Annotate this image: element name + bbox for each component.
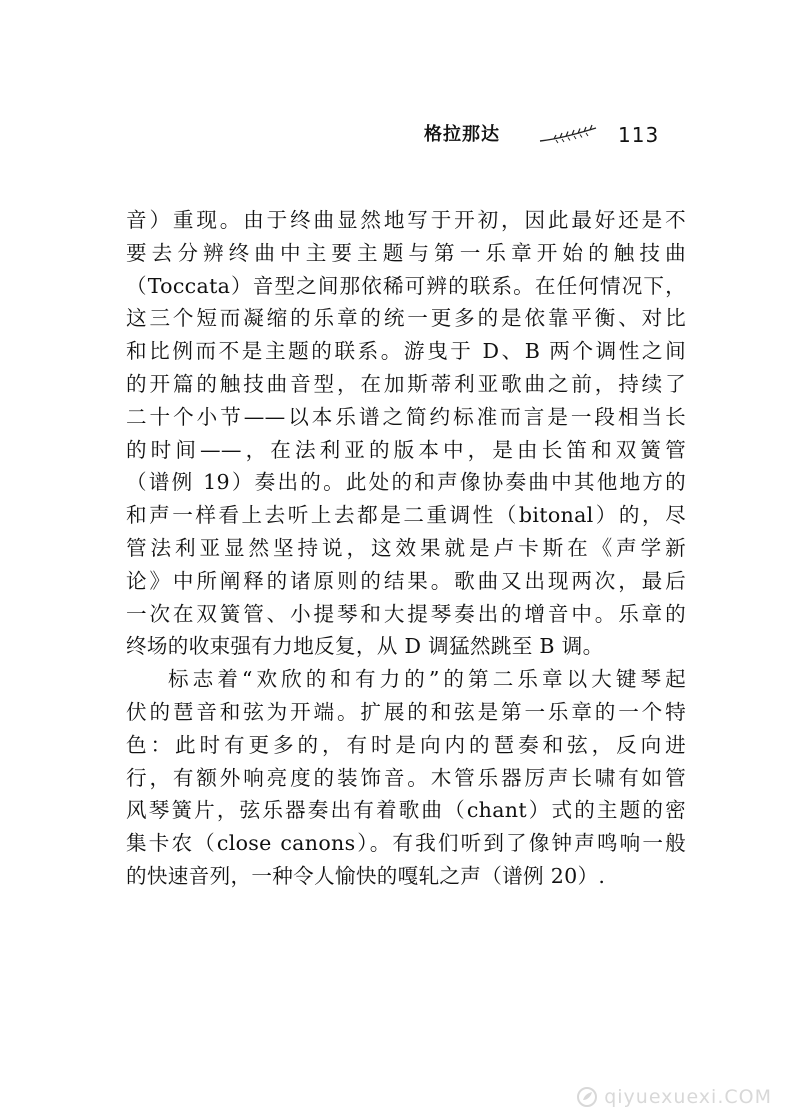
text-line: （谱例 19）奏出的。此处的和声像协奏曲中其他地方的 [126, 470, 686, 495]
text-line: （Toccata）音型之间那依稀可辨的联系。在任何情况下， [126, 273, 686, 298]
text-line: 音）重现。由于终曲显然地写于开初，因此最好还是不 [126, 208, 686, 232]
text-line: 和比例而不是主题的联系。游曳于 D、B 两个调性之间 [126, 339, 686, 364]
text-line: 一次在双簧管、小提琴和大提琴奏出的增音中。乐章的 [126, 601, 686, 626]
page-number: 113 [618, 123, 660, 147]
text-line: 标志着“欢欣的和有力的”的第二乐章以大键琴起 [168, 667, 686, 692]
paragraph [126, 204, 686, 663]
body-text [126, 204, 686, 893]
text-line: 这三个短而凝缩的乐章的统一更多的是依靠平衡、对比 [126, 306, 686, 331]
text-line: 伏的琶音和弦为开端。扩展的和弦是第一乐章的一个特 [126, 699, 686, 724]
watermark [576, 1084, 772, 1110]
paragraph [126, 663, 686, 893]
text-line: 的开篇的触技曲音型，在加斯蒂利亚歌曲之前，持续了 [126, 371, 686, 396]
text-line: 集卡农（close canons）。有我们听到了像钟声鸣响一般 [126, 831, 686, 856]
text-line: 要去分辨终曲中主要主题与第一乐章开始的触技曲 [126, 240, 686, 265]
text-line: 和声一样看上去听上去都是二重调性（bitonal）的，尽 [126, 503, 686, 528]
text-line: 行，有额外响亮度的装饰音。木管乐器厉声长啸有如管 [126, 765, 686, 790]
text-line: 终场的收束强有力地反复，从 D 调猛然跳至 B 调。 [126, 634, 604, 659]
feather-ornament-icon [536, 122, 626, 148]
leaf-logo-icon [576, 1086, 598, 1108]
text-line: 色：此时有更多的，有时是向内的琶奏和弦，反向进 [126, 732, 686, 757]
text-line: 管法利亚显然坚持说，这效果就是卢卡斯在《声学新 [126, 535, 686, 560]
text-line: 的快速音列，一种令人愉快的嘎轧之声（谱例 20）. [126, 863, 606, 888]
text-line: 二十个小节——以本乐谱之简约标准而言是一段相当长 [126, 404, 686, 429]
text-line: 风琴簧片，弦乐器奏出有着歌曲（chant）式的主题的密 [126, 798, 686, 823]
page-header [424, 122, 684, 152]
watermark-text: qiyuexuexi.COM [604, 1086, 772, 1108]
text-line: 的时间——，在法利亚的版本中，是由长笛和双簧管 [126, 437, 686, 462]
running-head-title: 格拉那达 [424, 124, 500, 145]
text-line: 论》中所阐释的诸原则的结果。歌曲又出现两次，最后 [126, 568, 686, 593]
